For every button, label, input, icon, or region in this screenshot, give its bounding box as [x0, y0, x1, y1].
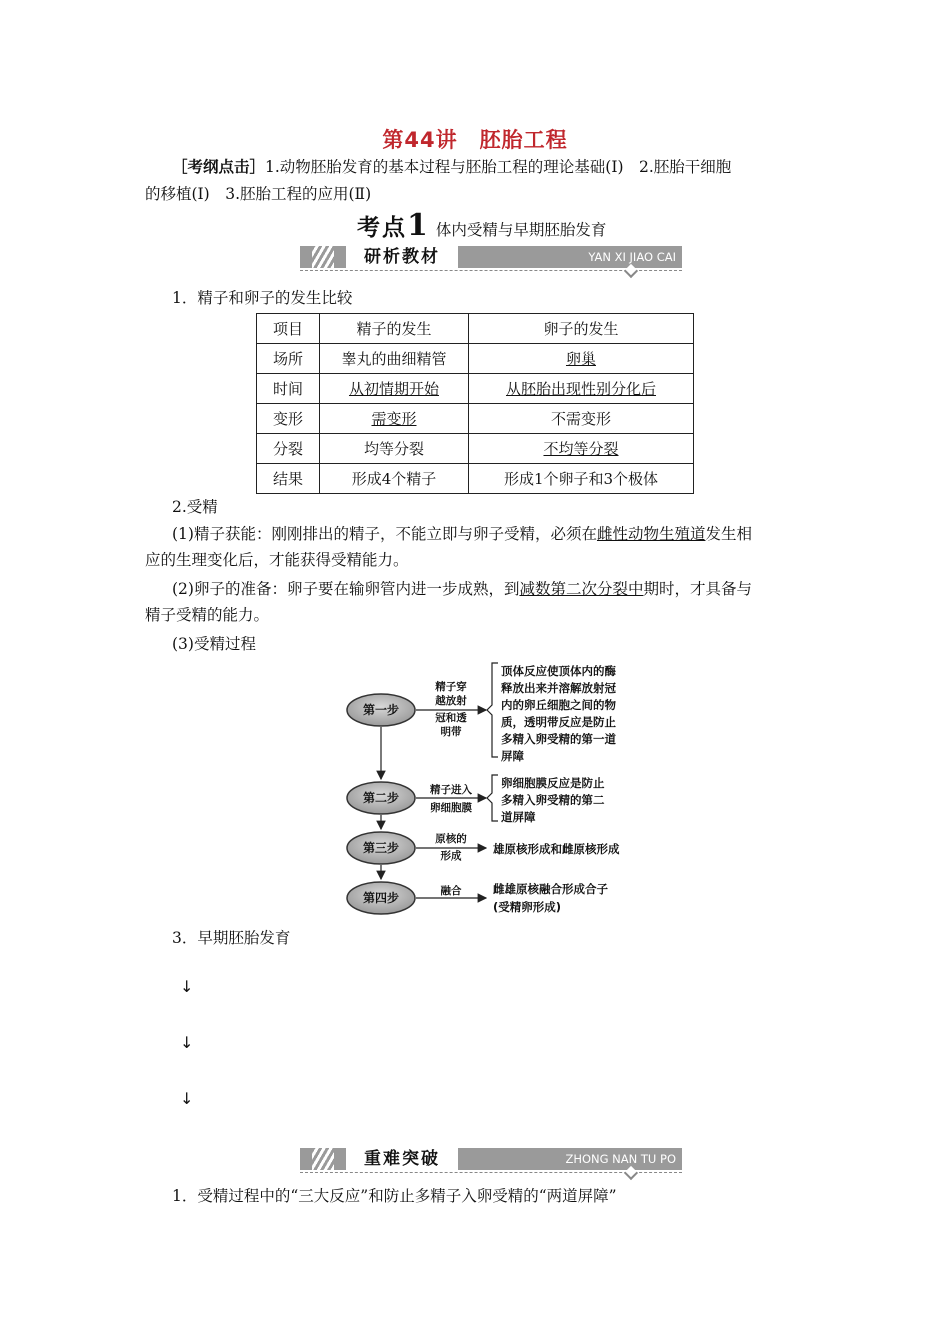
result-line: 质，透明带反应是防止 — [501, 715, 616, 729]
step-label: 第四步 — [362, 891, 400, 905]
banner-zhongnan-label: 重难突破 — [346, 1148, 458, 1170]
result-line: 卵细胞膜反应是防止 — [501, 776, 605, 790]
table-row — [257, 344, 694, 374]
table-cell: 均等分裂 — [320, 434, 469, 464]
arrow-label: 精子穿 — [435, 681, 467, 693]
kaodian-heading — [357, 208, 607, 243]
kaogang-label: ［考纲点击］ — [172, 157, 266, 176]
down-arrow-icon: ↓ — [180, 1089, 194, 1108]
underlined-text: 减数第二次分裂中 — [519, 580, 644, 598]
table-row — [257, 404, 694, 434]
section2-heading: 2.受精 — [172, 498, 218, 516]
arrow-label: 形成 — [440, 850, 462, 862]
kaodian-number: 1 — [407, 208, 428, 243]
text: (1)精子获能：刚刚排出的精子，不能立即与卵子受精，必须在 — [172, 525, 597, 543]
table-row — [257, 464, 694, 494]
table-header-cell: 精子的发生 — [320, 314, 469, 344]
result-line: 多精入卵受精的第二 — [501, 793, 605, 807]
section4-heading: 1．受精过程中的“三大反应”和防止多精子入卵受精的“两道屏障” — [172, 1187, 617, 1205]
table-cell: 不均等分裂 — [469, 434, 694, 464]
arrow-label: 精子进入 — [430, 784, 472, 796]
section2-p2 — [172, 576, 752, 602]
table-header-row — [257, 314, 694, 344]
result-line: (受精卵形成) — [493, 900, 562, 914]
result-line: 屏障 — [501, 749, 524, 763]
table-cell: 形成4个精子 — [320, 464, 469, 494]
kaodian-text: 体内受精与早期胚胎发育 — [435, 221, 607, 239]
section3-heading: 3．早期胚胎发育 — [172, 929, 291, 947]
result-line: 雌雄原核融合形成合子 — [493, 882, 608, 896]
section2-p3: (3)受精过程 — [172, 635, 256, 653]
result-line: 多精入卵受精的第一道 — [501, 732, 616, 746]
table-row — [257, 434, 694, 464]
result-line: 释放出来并溶解放射冠 — [501, 681, 616, 695]
table-cell: 从初情期开始 — [320, 374, 469, 404]
table-cell: 卵巢 — [469, 344, 694, 374]
text: 期时，才具备与 — [643, 580, 752, 598]
table-cell: 睾丸的曲细精管 — [320, 344, 469, 374]
table-cell: 场所 — [257, 344, 320, 374]
step-label: 第二步 — [362, 791, 400, 805]
text: 发生相 — [705, 525, 752, 543]
table-cell: 时间 — [257, 374, 320, 404]
banner-yanxi-label: 研析教材 — [346, 246, 458, 268]
section1-heading: 1．精子和卵子的发生比较 — [172, 289, 353, 307]
table-cell: 从胚胎出现性别分化后 — [469, 374, 694, 404]
arrow-label: 越放射 — [435, 695, 467, 707]
section2-p2-line2: 精子受精的能力。 — [145, 606, 270, 624]
step-label: 第三步 — [362, 841, 400, 855]
table-cell: 需变形 — [320, 404, 469, 434]
result-line: 道屏障 — [501, 810, 536, 824]
kaogang-text1: 1.动物胚胎发育的基本过程与胚胎工程的理论基础(Ⅰ) 2.胚胎干细胞 — [265, 158, 732, 176]
section2-p1 — [172, 521, 752, 547]
kaodian-prefix: 考点 — [357, 215, 407, 241]
kaogang-line2: 的移植(Ⅰ) 3.胚胎工程的应用(Ⅱ) — [145, 185, 372, 203]
table-header-cell: 卵子的发生 — [469, 314, 694, 344]
table-cell: 形成1个卵子和3个极体 — [469, 464, 694, 494]
comparison-table — [256, 313, 694, 494]
section2-p1-line2: 应的生理变化后，才能获得受精能力。 — [145, 551, 409, 569]
table-row — [257, 374, 694, 404]
banner-zhongnan-en: ZHONG NAN TU PO — [565, 1152, 676, 1166]
page-title: 第44讲 胚胎工程 — [382, 128, 568, 152]
down-arrow-icon: ↓ — [180, 1033, 194, 1052]
table-header-cell: 项目 — [257, 314, 320, 344]
table-cell: 结果 — [257, 464, 320, 494]
result-line: 顶体反应使顶体内的酶 — [501, 664, 616, 678]
result-line: 内的卵丘细胞之间的物 — [501, 698, 616, 712]
text: (2)卵子的准备：卵子要在输卵管内进一步成熟，到 — [172, 580, 520, 598]
arrow-label: 原核的 — [435, 833, 467, 845]
banner-zhongnan — [300, 1148, 682, 1174]
underlined-text: 雌性动物生殖道 — [596, 525, 706, 543]
down-arrow-icon: ↓ — [180, 977, 194, 996]
arrow-label: 融合 — [440, 885, 462, 897]
table-cell: 变形 — [257, 404, 320, 434]
arrow-label: 卵细胞膜 — [430, 802, 472, 814]
fertilization-diagram — [340, 655, 650, 920]
table-cell: 不需变形 — [469, 404, 694, 434]
result-line: 雄原核形成和雌原核形成 — [493, 842, 620, 856]
arrow-label: 明带 — [440, 726, 462, 738]
banner-yanxi-en: YAN XI JIAO CAI — [588, 250, 676, 264]
table-cell: 分裂 — [257, 434, 320, 464]
arrow-label: 冠和透 — [435, 712, 467, 724]
banner-yanxi — [300, 246, 682, 272]
step-label: 第一步 — [362, 703, 400, 717]
kaogang-line1 — [172, 154, 731, 180]
